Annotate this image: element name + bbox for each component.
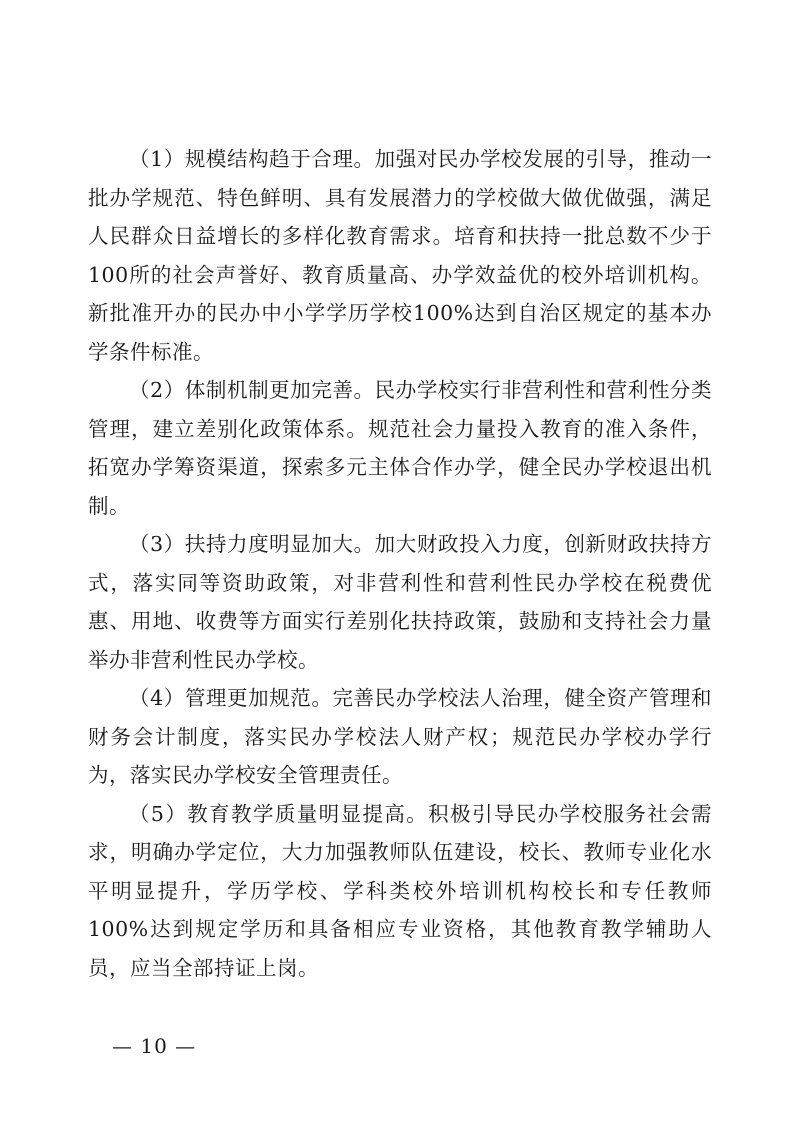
paragraph-scale-structure: （1）规模结构趋于合理。加强对民办学校发展的引导，推动一批办学规范、特色鲜明、具有发展潜力的学校做大做优做强，满足人民群众日益增长的多样化教育需求。培育和扶持一批总数不少于100所的社会声誉好、教育质量高、办学效益优的校外培训机构。新批准开办的民办中小学学历学校100%达到自治区规定的基本办学条件标准。 (88, 147, 712, 364)
paragraph-management-standards: （4）管理更加规范。完善民办学校法人治理，健全资产管理和财务会计制度，落实民办学校法人财产权；规范民办学校办学行为，落实民办学校安全管理责任。 (88, 686, 712, 787)
paragraph-institutional-mechanism: （2）体制机制更加完善。民办学校实行非营利性和营利性分类管理，建立差别化政策体系。规范社会力量投入教育的准入条件，拓宽办学筹资渠道，探索多元主体合作办学，健全民办学校退出机制。 (88, 378, 712, 518)
paragraph-education-quality: （5）教育教学质量明显提高。积极引导民办学校服务社会需求，明确办学定位，大力加强教师队伍建设，校长、教师专业化水平明显提升，学历学校、学科类校外培训机构校长和专任教师100%达到规定学历和具备相应专业资格，其他教育教学辅助人员，应当全部持证上岗。 (88, 801, 712, 980)
paragraph-support-strength: （3）扶持力度明显加大。加大财政投入力度，创新财政扶持方式，落实同等资助政策，对非营利性和营利性民办学校在税费优惠、用地、收费等方面实行差别化扶持政策，鼓励和支持社会力量举办非营利性民办学校。 (88, 532, 712, 672)
page-number: — 10 — (112, 1034, 197, 1058)
body-text (88, 140, 712, 987)
